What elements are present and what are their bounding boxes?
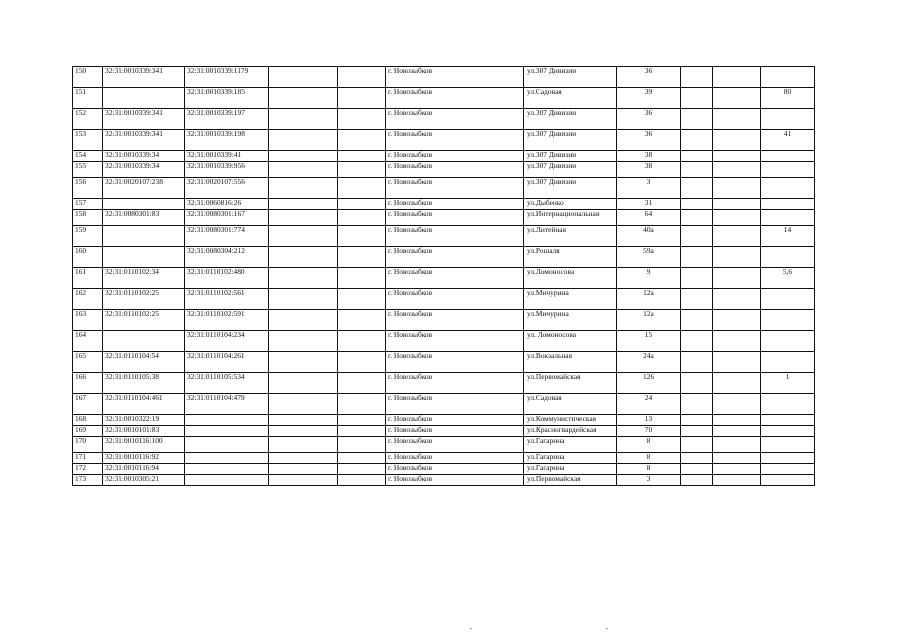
empty-cell [338, 352, 386, 373]
apartment-cell [761, 67, 815, 88]
table-row [73, 178, 815, 199]
city-cell: г. Новозыбков [386, 352, 524, 373]
empty-cell [269, 199, 338, 210]
apartment-cell [761, 352, 815, 373]
empty-cell [713, 162, 761, 178]
scan-artifact [606, 628, 608, 629]
cadastral-number-object: 32:31:0110102:561 [185, 289, 269, 310]
row-number: 155 [73, 162, 103, 178]
cadastral-number-object: 32:31:0010339:956 [185, 162, 269, 178]
apartment-cell: 80 [761, 88, 815, 109]
row-number: 157 [73, 199, 103, 210]
cadastral-number-parcel: 32:31:0110105:38 [103, 373, 185, 394]
house-number-cell: 38 [617, 151, 681, 162]
cadastral-number-object [185, 453, 269, 464]
empty-cell [681, 331, 713, 352]
apartment-cell [761, 310, 815, 331]
cadastral-number-parcel: 32:31:0010339:34 [103, 162, 185, 178]
row-number: 161 [73, 268, 103, 289]
row-number: 164 [73, 331, 103, 352]
house-number-cell: 64 [617, 210, 681, 226]
house-number-cell: 40а [617, 226, 681, 247]
empty-cell [338, 373, 386, 394]
empty-cell [269, 352, 338, 373]
row-number: 171 [73, 453, 103, 464]
cadastral-number-parcel: 32:31:0010339:341 [103, 109, 185, 130]
cadastral-number-parcel: 32:31:0080301:83 [103, 210, 185, 226]
table-row [73, 210, 815, 226]
cadastral-number-parcel: 32:31:0010116:100 [103, 437, 185, 453]
apartment-cell [761, 475, 815, 486]
empty-cell [713, 109, 761, 130]
empty-cell [713, 178, 761, 199]
city-cell: г. Новозыбков [386, 247, 524, 268]
apartment-cell [761, 415, 815, 426]
city-cell: г. Новозыбков [386, 453, 524, 464]
street-cell: ул.Первомайская [524, 475, 617, 486]
empty-cell [713, 130, 761, 151]
apartment-cell [761, 199, 815, 210]
empty-cell [681, 109, 713, 130]
empty-cell [681, 151, 713, 162]
empty-cell [269, 475, 338, 486]
row-number: 173 [73, 475, 103, 486]
table-row [73, 130, 815, 151]
house-number-cell: 39 [617, 88, 681, 109]
empty-cell [713, 226, 761, 247]
table-row [73, 464, 815, 475]
apartment-cell [761, 394, 815, 415]
table-row [73, 109, 815, 130]
empty-cell [681, 130, 713, 151]
row-number: 170 [73, 437, 103, 453]
cadastral-number-object [185, 426, 269, 437]
empty-cell [713, 331, 761, 352]
table-row [73, 453, 815, 464]
empty-cell [338, 109, 386, 130]
street-cell: ул.307 Дивизии [524, 162, 617, 178]
empty-cell [713, 289, 761, 310]
empty-cell [681, 437, 713, 453]
empty-cell [269, 210, 338, 226]
street-cell: ул.Дыбенко [524, 199, 617, 210]
scan-artifact [470, 628, 472, 629]
empty-cell [269, 394, 338, 415]
empty-cell [338, 247, 386, 268]
apartment-cell [761, 210, 815, 226]
cadastral-number-object: 32:31:0080304:212 [185, 247, 269, 268]
house-number-cell: 31 [617, 199, 681, 210]
empty-cell [681, 199, 713, 210]
empty-cell [338, 394, 386, 415]
empty-cell [713, 415, 761, 426]
city-cell: г. Новозыбков [386, 310, 524, 331]
table-row [73, 475, 815, 486]
apartment-cell [761, 453, 815, 464]
apartment-cell [761, 426, 815, 437]
empty-cell [269, 130, 338, 151]
apartment-cell [761, 437, 815, 453]
cadastral-number-object: 32:31:0080301:774 [185, 226, 269, 247]
empty-cell [681, 394, 713, 415]
street-cell: ул.307 Дивизии [524, 151, 617, 162]
empty-cell [269, 437, 338, 453]
empty-cell [681, 310, 713, 331]
empty-cell [269, 453, 338, 464]
house-number-cell: 36 [617, 109, 681, 130]
street-cell: ул.Мичурина [524, 310, 617, 331]
apartment-cell: 14 [761, 226, 815, 247]
row-number: 163 [73, 310, 103, 331]
empty-cell [713, 464, 761, 475]
house-number-cell: 3 [617, 178, 681, 199]
empty-cell [269, 162, 338, 178]
empty-cell [338, 199, 386, 210]
empty-cell [338, 226, 386, 247]
empty-cell [338, 415, 386, 426]
empty-cell [338, 268, 386, 289]
house-number-cell: 126 [617, 373, 681, 394]
street-cell: ул.Гагарина [524, 464, 617, 475]
empty-cell [338, 151, 386, 162]
empty-cell [681, 289, 713, 310]
row-number: 168 [73, 415, 103, 426]
empty-cell [713, 373, 761, 394]
cadastral-number-parcel: 32:31:0110102:34 [103, 268, 185, 289]
cadastral-number-object: 32:31:0010339:185 [185, 88, 269, 109]
row-number: 167 [73, 394, 103, 415]
row-number: 165 [73, 352, 103, 373]
city-cell: г. Новозыбков [386, 67, 524, 88]
city-cell: г. Новозыбков [386, 130, 524, 151]
cadastral-number-parcel [103, 226, 185, 247]
city-cell: г. Новозыбков [386, 415, 524, 426]
cadastral-number-object [185, 437, 269, 453]
city-cell: г. Новозыбков [386, 109, 524, 130]
city-cell: г. Новозыбков [386, 394, 524, 415]
apartment-cell [761, 151, 815, 162]
empty-cell [681, 162, 713, 178]
row-number: 156 [73, 178, 103, 199]
empty-cell [713, 437, 761, 453]
empty-cell [338, 88, 386, 109]
cadastral-number-parcel: 32:31:0010305:21 [103, 475, 185, 486]
city-cell: г. Новозыбков [386, 151, 524, 162]
cadastral-number-parcel: 32:31:0110104:54 [103, 352, 185, 373]
house-number-cell: 3 [617, 475, 681, 486]
empty-cell [681, 352, 713, 373]
empty-cell [338, 67, 386, 88]
street-cell: ул.Красногвардейская [524, 426, 617, 437]
empty-cell [713, 426, 761, 437]
empty-cell [338, 437, 386, 453]
apartment-cell [761, 331, 815, 352]
cadastral-number-parcel [103, 199, 185, 210]
apartment-cell [761, 109, 815, 130]
city-cell: г. Новозыбков [386, 88, 524, 109]
empty-cell [338, 162, 386, 178]
city-cell: г. Новозыбков [386, 475, 524, 486]
empty-cell [338, 130, 386, 151]
city-cell: г. Новозыбков [386, 268, 524, 289]
house-number-cell: 24 [617, 394, 681, 415]
empty-cell [269, 178, 338, 199]
cadastral-number-object: 32:31:0110105:534 [185, 373, 269, 394]
row-number: 153 [73, 130, 103, 151]
empty-cell [338, 331, 386, 352]
empty-cell [713, 394, 761, 415]
apartment-cell: 1 [761, 373, 815, 394]
house-number-cell: 15 [617, 331, 681, 352]
apartment-cell [761, 162, 815, 178]
table-row [73, 373, 815, 394]
row-number: 172 [73, 464, 103, 475]
cadastral-number-object: 32:31:0110104:479 [185, 394, 269, 415]
row-number: 166 [73, 373, 103, 394]
street-cell: ул.307 Дивизии [524, 67, 617, 88]
cadastral-number-parcel: 32:31:0010116:94 [103, 464, 185, 475]
street-cell: ул.Коммунистическая [524, 415, 617, 426]
apartment-cell [761, 178, 815, 199]
empty-cell [269, 415, 338, 426]
empty-cell [681, 475, 713, 486]
empty-cell [713, 453, 761, 464]
empty-cell [269, 67, 338, 88]
table-row [73, 426, 815, 437]
cadastral-number-object [185, 475, 269, 486]
empty-cell [713, 247, 761, 268]
registry-table [72, 66, 815, 486]
registry-rows [73, 67, 815, 486]
empty-cell [269, 373, 338, 394]
apartment-cell: 41 [761, 130, 815, 151]
empty-cell [681, 415, 713, 426]
row-number: 159 [73, 226, 103, 247]
cadastral-number-object: 32:31:0110104:234 [185, 331, 269, 352]
table-row [73, 437, 815, 453]
cadastral-number-parcel: 32:31:0020107:238 [103, 178, 185, 199]
row-number: 160 [73, 247, 103, 268]
street-cell: ул.Ломоносова [524, 268, 617, 289]
apartment-cell [761, 464, 815, 475]
empty-cell [713, 210, 761, 226]
empty-cell [269, 247, 338, 268]
table-row [73, 151, 815, 162]
cadastral-number-object: 32:31:0080301:167 [185, 210, 269, 226]
row-number: 154 [73, 151, 103, 162]
city-cell: г. Новозыбков [386, 199, 524, 210]
house-number-cell: 36 [617, 67, 681, 88]
row-number: 158 [73, 210, 103, 226]
cadastral-number-object [185, 415, 269, 426]
city-cell: г. Новозыбков [386, 437, 524, 453]
cadastral-number-object: 32:31:0110104:261 [185, 352, 269, 373]
empty-cell [713, 151, 761, 162]
empty-cell [713, 310, 761, 331]
street-cell: ул.Гагарина [524, 437, 617, 453]
empty-cell [681, 67, 713, 88]
apartment-cell: 5,6 [761, 268, 815, 289]
empty-cell [338, 289, 386, 310]
empty-cell [681, 226, 713, 247]
table-row [73, 162, 815, 178]
empty-cell [713, 352, 761, 373]
empty-cell [269, 310, 338, 331]
empty-cell [713, 88, 761, 109]
apartment-cell [761, 289, 815, 310]
row-number: 169 [73, 426, 103, 437]
city-cell: г. Новозыбков [386, 426, 524, 437]
city-cell: г. Новозыбков [386, 210, 524, 226]
empty-cell [269, 464, 338, 475]
empty-cell [269, 88, 338, 109]
house-number-cell: 8 [617, 464, 681, 475]
house-number-cell: 12а [617, 310, 681, 331]
house-number-cell: 9 [617, 268, 681, 289]
empty-cell [269, 426, 338, 437]
cadastral-number-object: 32:31:0020107:556 [185, 178, 269, 199]
table-row [73, 88, 815, 109]
cadastral-number-object: 32:31:0010339:198 [185, 130, 269, 151]
empty-cell [338, 464, 386, 475]
empty-cell [713, 199, 761, 210]
empty-cell [681, 464, 713, 475]
empty-cell [338, 310, 386, 331]
cadastral-number-parcel [103, 331, 185, 352]
apartment-cell [761, 247, 815, 268]
table-row [73, 352, 815, 373]
table-row [73, 394, 815, 415]
cadastral-number-object [185, 464, 269, 475]
cadastral-number-object: 32:31:0010339:41 [185, 151, 269, 162]
house-number-cell: 38 [617, 162, 681, 178]
cadastral-number-object: 32:31:0010339:1179 [185, 67, 269, 88]
house-number-cell: 59а [617, 247, 681, 268]
cadastral-number-parcel: 32:31:0010339:34 [103, 151, 185, 162]
row-number: 162 [73, 289, 103, 310]
street-cell: ул.Гагарина [524, 453, 617, 464]
cadastral-number-object: 32:31:0010339:197 [185, 109, 269, 130]
empty-cell [269, 268, 338, 289]
empty-cell [681, 453, 713, 464]
street-cell: ул.Мичурина [524, 289, 617, 310]
house-number-cell: 8 [617, 437, 681, 453]
house-number-cell: 8 [617, 453, 681, 464]
empty-cell [681, 178, 713, 199]
street-cell: ул.307 Дивизии [524, 130, 617, 151]
street-cell: ул.Вокзальная [524, 352, 617, 373]
city-cell: г. Новозыбков [386, 464, 524, 475]
table-row [73, 226, 815, 247]
street-cell: ул.Первомайская [524, 373, 617, 394]
row-number: 150 [73, 67, 103, 88]
cadastral-number-parcel: 32:31:0010116:92 [103, 453, 185, 464]
street-cell: ул.Интернациональная [524, 210, 617, 226]
cadastral-number-object: 32:31:0110102:480 [185, 268, 269, 289]
row-number: 152 [73, 109, 103, 130]
street-cell: ул.307 Дивизии [524, 109, 617, 130]
empty-cell [269, 289, 338, 310]
empty-cell [681, 426, 713, 437]
cadastral-number-parcel: 32:31:0110102:25 [103, 289, 185, 310]
city-cell: г. Новозыбков [386, 289, 524, 310]
row-number: 151 [73, 88, 103, 109]
empty-cell [713, 268, 761, 289]
table-row [73, 199, 815, 210]
city-cell: г. Новозыбков [386, 178, 524, 199]
city-cell: г. Новозыбков [386, 331, 524, 352]
table-row [73, 289, 815, 310]
street-cell: ул.Рошаля [524, 247, 617, 268]
empty-cell [713, 67, 761, 88]
empty-cell [269, 331, 338, 352]
empty-cell [681, 247, 713, 268]
empty-cell [338, 453, 386, 464]
street-cell: ул.Садовая [524, 88, 617, 109]
street-cell: ул.307 Дивизии [524, 178, 617, 199]
empty-cell [681, 88, 713, 109]
cadastral-number-object: 32:31:0110102:591 [185, 310, 269, 331]
house-number-cell: 12а [617, 289, 681, 310]
empty-cell [338, 426, 386, 437]
empty-cell [269, 151, 338, 162]
cadastral-number-parcel [103, 247, 185, 268]
cadastral-number-parcel: 32:31:0010339:341 [103, 130, 185, 151]
cadastral-number-parcel: 32:31:0110102:25 [103, 310, 185, 331]
street-cell: ул. Ломоносова [524, 331, 617, 352]
empty-cell [338, 178, 386, 199]
house-number-cell: 13 [617, 415, 681, 426]
empty-cell [338, 475, 386, 486]
table-row [73, 310, 815, 331]
cadastral-number-parcel: 32:31:0010322:19 [103, 415, 185, 426]
city-cell: г. Новозыбков [386, 226, 524, 247]
street-cell: ул.Литейная [524, 226, 617, 247]
empty-cell [681, 268, 713, 289]
table-row [73, 247, 815, 268]
house-number-cell: 36 [617, 130, 681, 151]
house-number-cell: 24а [617, 352, 681, 373]
empty-cell [269, 226, 338, 247]
table-row [73, 67, 815, 88]
table-row [73, 331, 815, 352]
table-row [73, 268, 815, 289]
house-number-cell: 70 [617, 426, 681, 437]
cadastral-number-object: 32:31:0060816:26 [185, 199, 269, 210]
cadastral-number-parcel: 32:31:0010101:83 [103, 426, 185, 437]
table-row [73, 415, 815, 426]
street-cell: ул.Садовая [524, 394, 617, 415]
cadastral-number-parcel: 32:31:0110104:461 [103, 394, 185, 415]
city-cell: г. Новозыбков [386, 373, 524, 394]
cadastral-number-parcel: 32:31:0010339:341 [103, 67, 185, 88]
empty-cell [713, 475, 761, 486]
empty-cell [338, 210, 386, 226]
cadastral-number-parcel [103, 88, 185, 109]
city-cell: г. Новозыбков [386, 162, 524, 178]
empty-cell [269, 109, 338, 130]
empty-cell [681, 373, 713, 394]
empty-cell [681, 210, 713, 226]
